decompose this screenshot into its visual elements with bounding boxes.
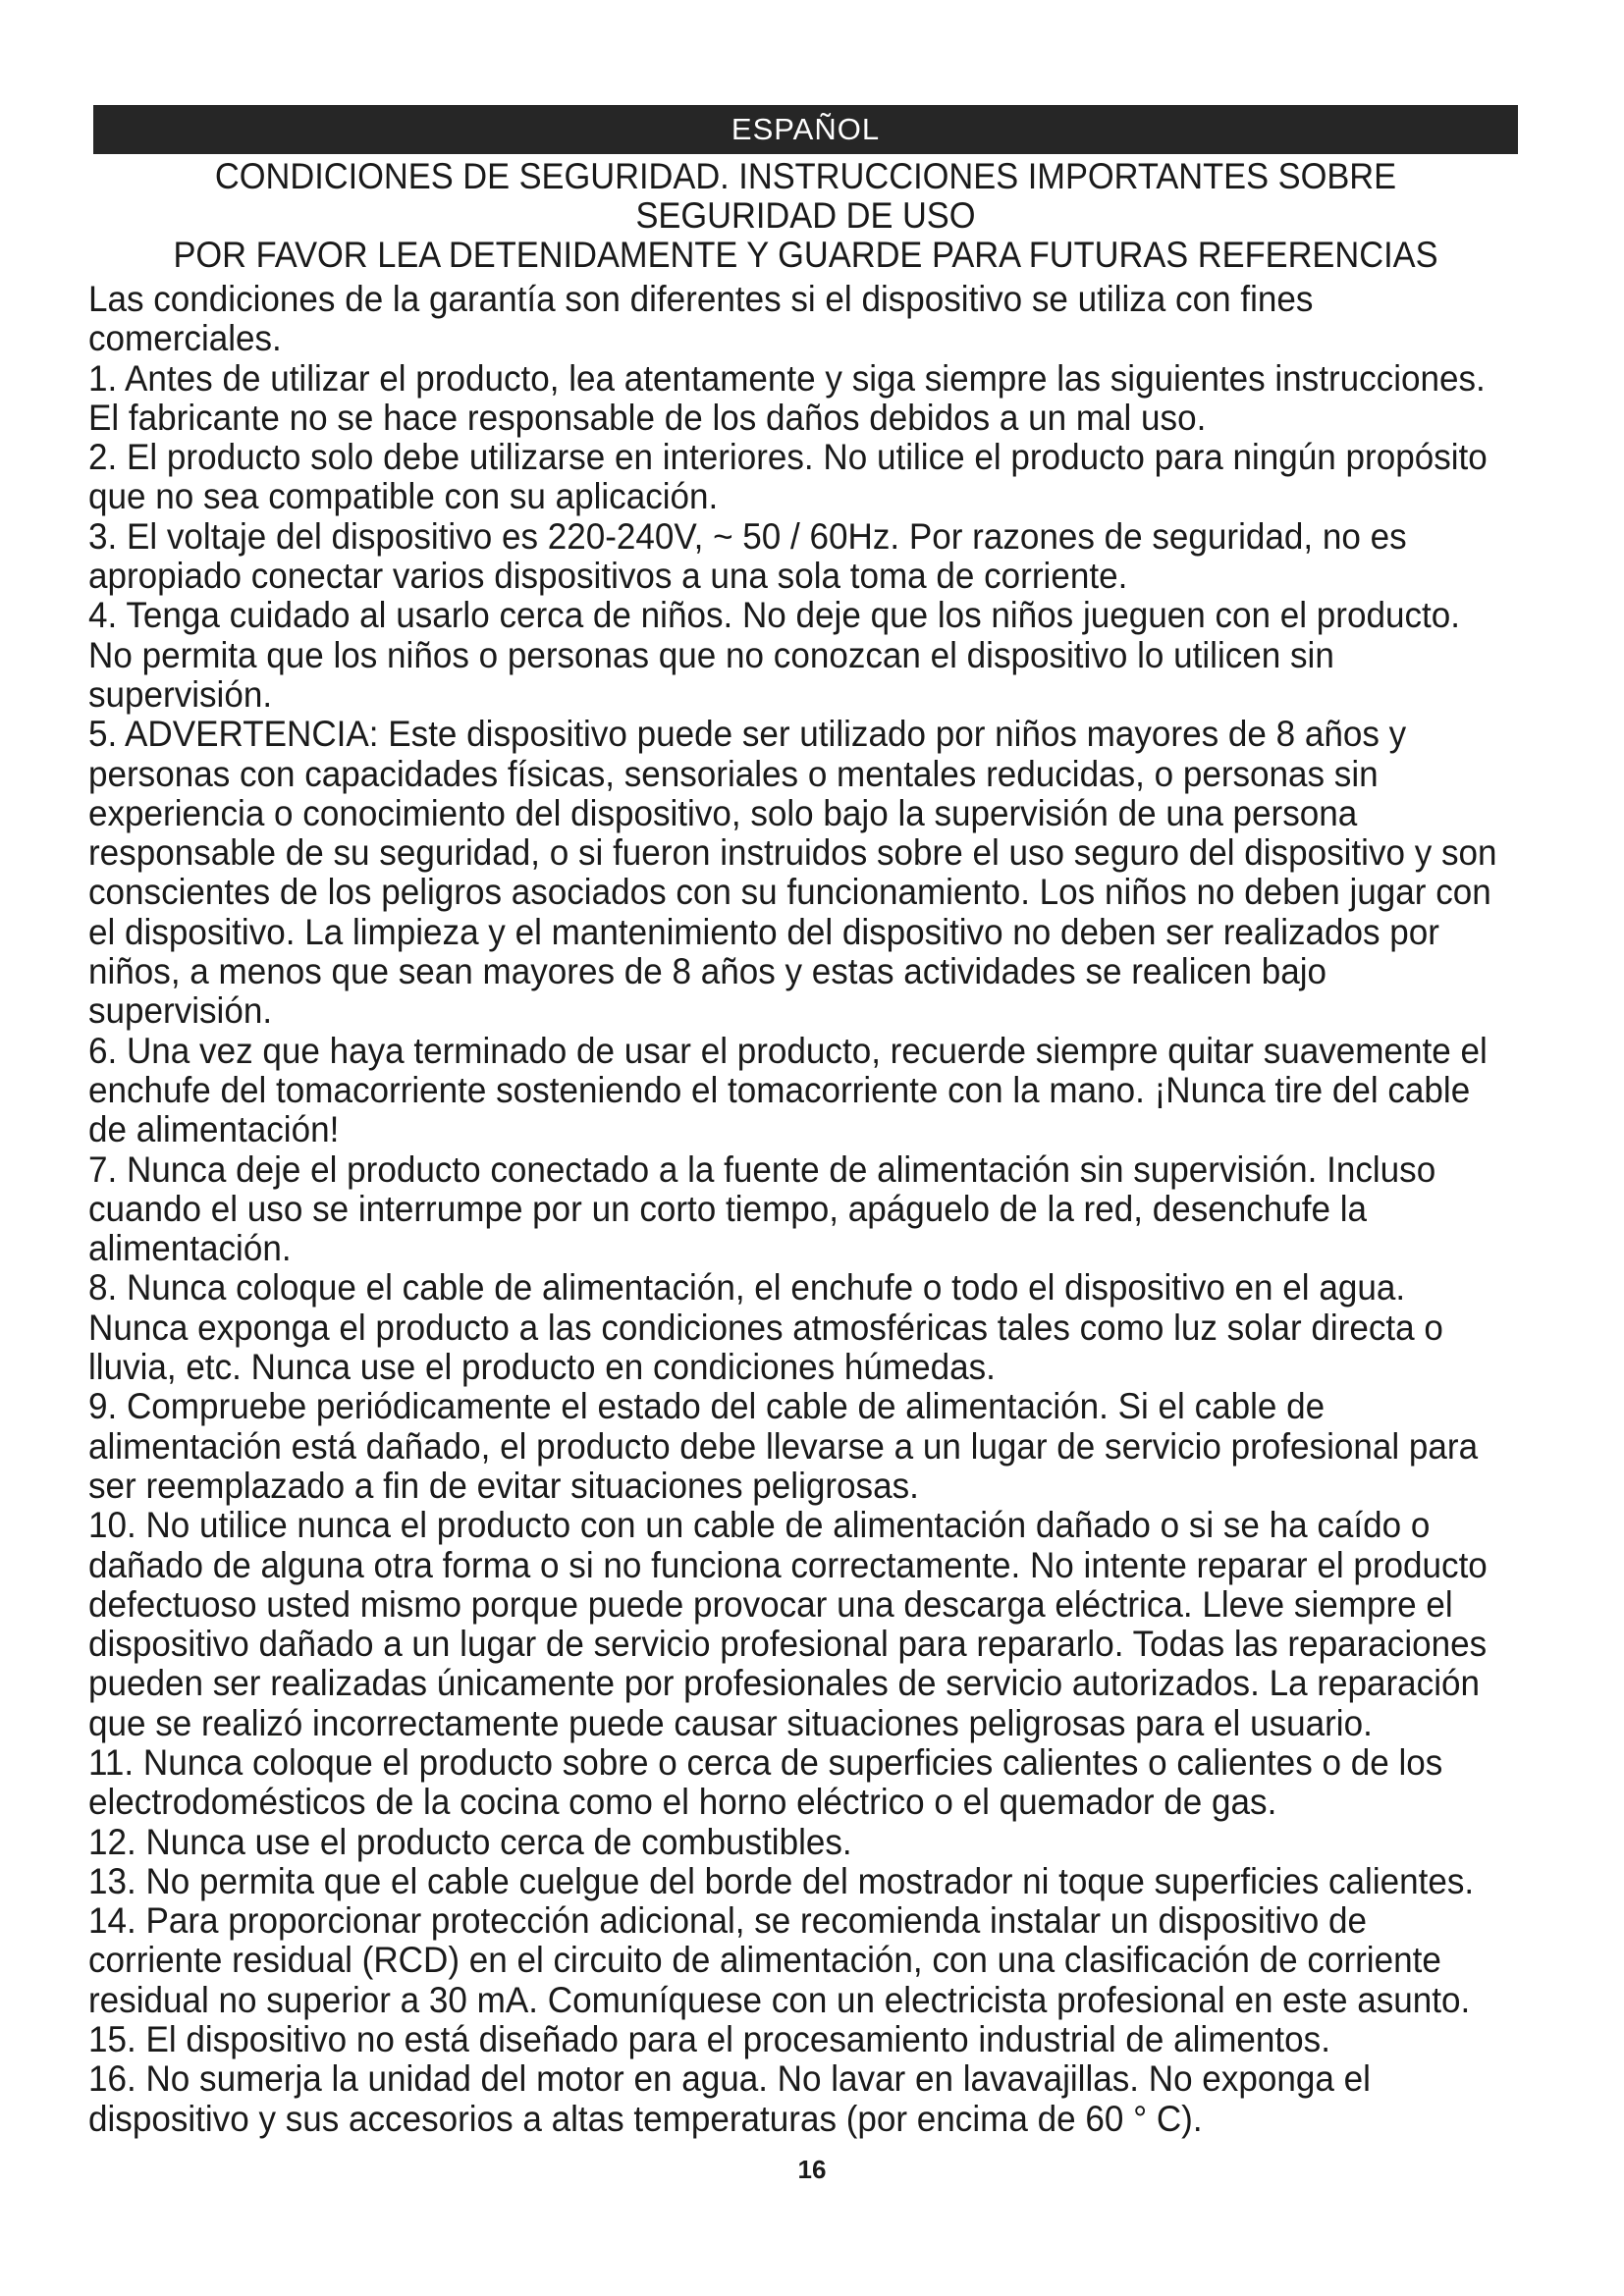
instruction-item-13: 13. No permita que el cable cuelgue del borde del mostrador ni toque superficies calientes. — [88, 1859, 1475, 1901]
instruction-item-12: 12. Nunca use el producto cerca de combustibles. — [88, 1820, 852, 1862]
instruction-item-3: 3. El voltaje del dispositivo es 220-240V, ~ 50 / 60Hz. Por razones de seguridad, no es apropiado conectar varios dispositivos a una sola toma de corriente. — [88, 514, 1407, 597]
instruction-item-16: 16. No sumerja la unidad del motor en agua. No lavar en lavavajillas. No exponga el dispositivo y sus accesorios a altas temperaturas (por encima de 60 ° C). — [88, 2057, 1371, 2139]
instruction-item-5: 5. ADVERTENCIA: Este dispositivo puede ser utilizado por niños mayores de 8 años y personas con capacidades físicas, sensoriales o mentales reducidas, o personas sin experiencia o conocimiento del dispositivo, solo bajo la supervisión de una persona responsable de su seguridad, o si fueron instruidos sobre el uso seguro del dispositivo y son conscientes de los peligros asociados con su funcionamiento. Los niños no deben jugar con el dispositivo. La limpieza y el mantenimiento del dispositivo no deben ser realizados por niños, a menos que sean mayores de 8 años y estas actividades se realicen bajo supervisión. — [88, 713, 1497, 1032]
header-title-line-1: CONDICIONES DE SEGURIDAD. INSTRUCCIONES IMPORTANTES SOBRE — [214, 156, 1397, 196]
header-subtitle: POR FAVOR LEA DETENIDAMENTE Y GUARDE PARA FUTURAS REFERENCIAS — [173, 235, 1438, 275]
instruction-item-1: 1. Antes de utilizar el producto, lea atentamente y siga siempre las siguientes instrucciones. El fabricante no se hace responsable de los daños debidos a un mal uso. — [88, 356, 1486, 438]
instruction-item-6: 6. Una vez que haya terminado de usar el producto, recuerde siempre quitar suavemente el enchufe del tomacorriente sosteniendo el tomacorriente con la mano. ¡Nunca tire del cable de alimentación! — [88, 1029, 1488, 1150]
instruction-item-10: 10. No utilice nunca el producto con un cable de alimentación dañado o si se ha caído o dañado de alguna otra forma o si no funciona correctamente. No intente reparar el producto defectuoso usted mismo porque puede provocar una descarga eléctrica. Lleve siempre el dispositivo dañado a un lugar de servicio profesional para repararlo. Todas las reparaciones pueden ser realizadas únicamente por profesionales de servicio autorizados. La reparación que se realizó incorrectamente puede causar situaciones peligrosas para el usuario. — [88, 1504, 1488, 1743]
instruction-item-2: 2. El producto solo debe utilizarse en interiores. No utilice el producto para ningún propósito que no sea compatible con su aplicación. — [88, 436, 1488, 517]
language-banner: ESPAÑOL — [93, 105, 1518, 154]
instruction-item-9: 9. Compruebe periódicamente el estado del cable de alimentación. Si el cable de alimentación está dañado, el producto debe llevarse a un lugar de servicio profesional para ser reemplazado a fin de evitar situaciones peligrosas. — [88, 1385, 1479, 1506]
safety-header — [143, 157, 1468, 275]
warranty-intro: Las condiciones de la garantía son diferentes si el dispositivo se utiliza con fines comerciales. — [88, 278, 1314, 359]
instruction-item-14: 14. Para proporcionar protección adicional, se recomienda instalar un dispositivo de corriente residual (RCD) en el circuito de alimentación, con una clasificación de corriente residual no superior a 30 mA. Comuníquese con un electricista profesional en este asunto. — [88, 1899, 1471, 2020]
instruction-item-11: 11. Nunca coloque el producto sobre o cerca de superficies calientes o calientes o de los electrodomésticos de la cocina como el horno eléctrico o el quemador de gas. — [88, 1740, 1443, 1823]
instruction-item-7: 7. Nunca deje el producto conectado a la fuente de alimentación sin supervisión. Incluso cuando el uso se interrumpe por un corto tiempo, apáguelo de la red, desenchufe la alimentación. — [88, 1148, 1436, 1269]
instruction-item-4: 4. Tenga cuidado al usarlo cerca de niños. No deje que los niños jueguen con el producto. No permita que los niños o personas que no conozcan el dispositivo lo utilicen sin supervisión. — [88, 594, 1460, 715]
instruction-item-15: 15. El dispositivo no está diseñado para el procesamiento industrial de alimentos. — [88, 2018, 1330, 2060]
safety-instructions — [88, 279, 1507, 2138]
instruction-item-8: 8. Nunca coloque el cable de alimentación, el enchufe o todo el dispositivo en el agua. Nunca exponga el producto a las condiciones atmosféricas tales como luz solar directa o lluvia, etc. Nunca use el producto en condiciones húmedas. — [88, 1266, 1443, 1388]
page-number: 16 — [797, 2155, 827, 2184]
header-title-line-2: SEGURIDAD DE USO — [635, 195, 976, 236]
